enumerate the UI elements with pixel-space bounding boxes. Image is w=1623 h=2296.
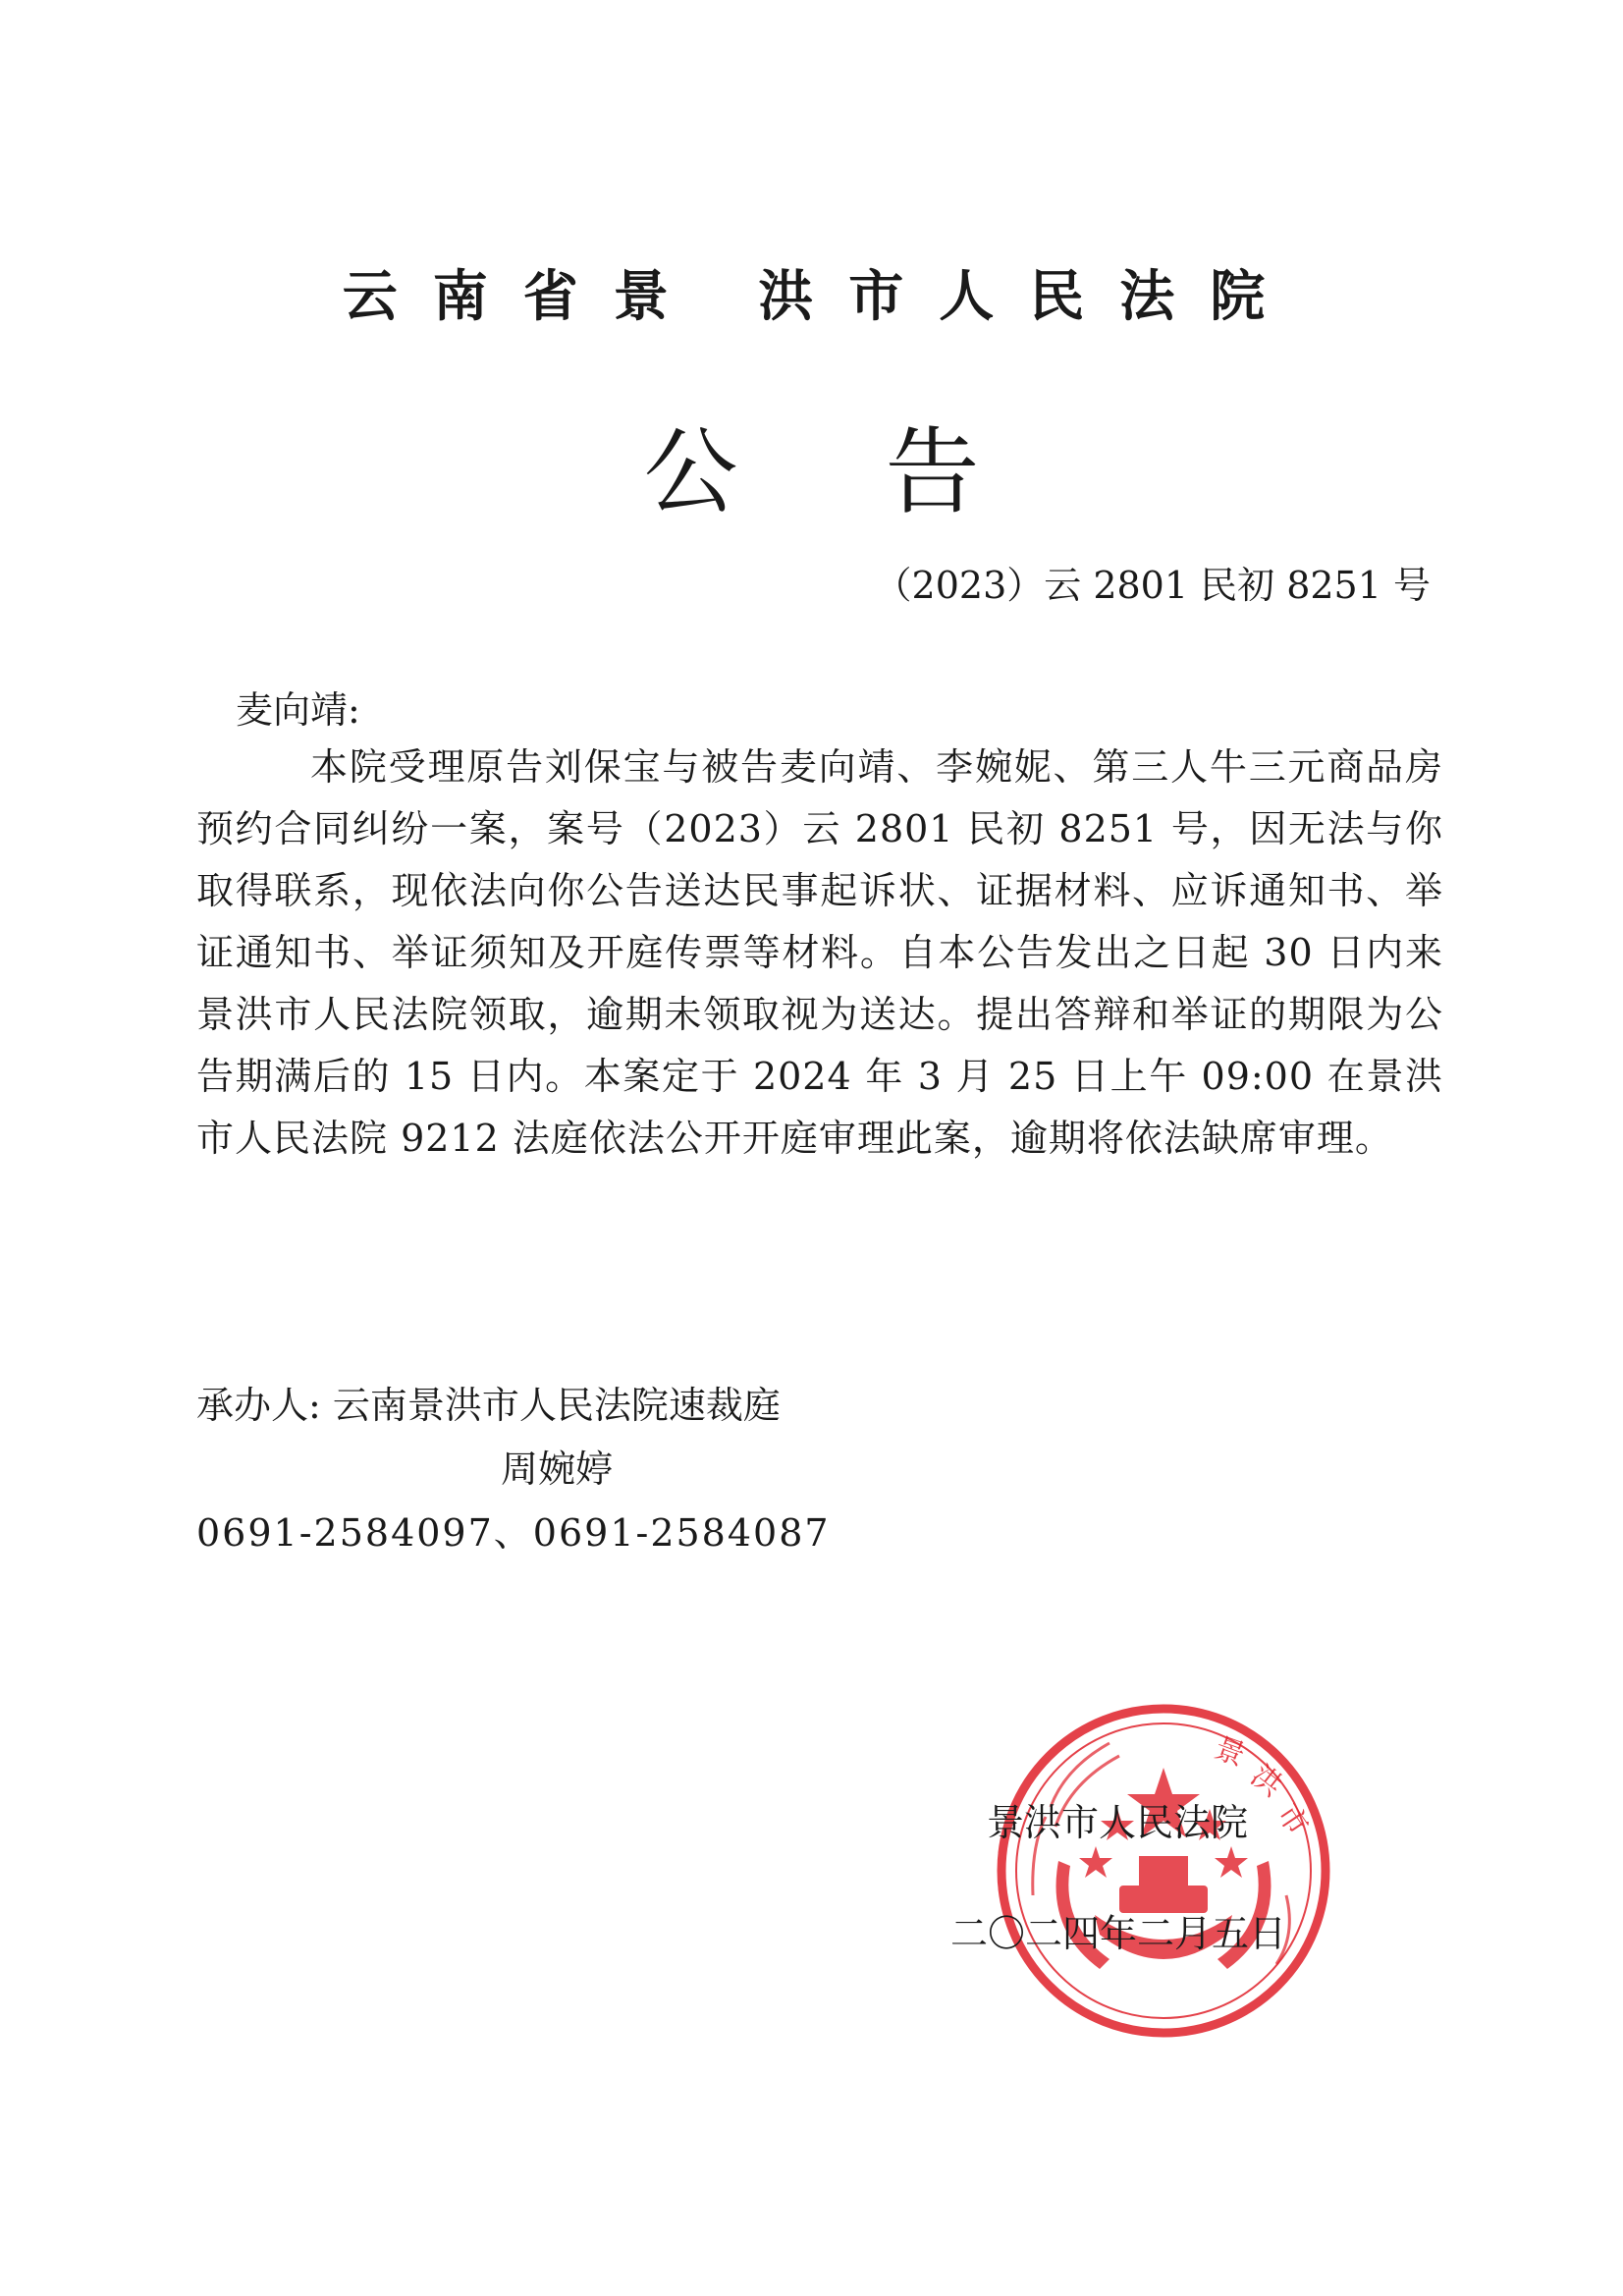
svg-text:景: 景 bbox=[1210, 1730, 1250, 1774]
case-number: （2023）云 2801 民初 8251 号 bbox=[874, 564, 1431, 607]
handler-line: 承办人: 云南景洪市人民法院速裁庭 bbox=[196, 1384, 781, 1427]
judge-name: 周婉婷 bbox=[501, 1448, 614, 1491]
signature-date: 二〇二四年二月五日 bbox=[950, 1912, 1287, 1955]
court-seal-icon bbox=[992, 1699, 1335, 2043]
contact-phones: 0691-2584097、0691-2584087 bbox=[196, 1511, 831, 1555]
addressee: 麦向靖: bbox=[236, 688, 360, 732]
signature-court: 景洪市人民法院 bbox=[987, 1801, 1249, 1844]
notice-body: 本院受理原告刘保宝与被告麦向靖、李婉妮、第三人牛三元商品房预约合同纠纷一案，案号（2023）云 2801 民初 8251 号，因无法与你取得联系，现依法向你公告送达民事起诉状、证据材料、应诉通知书、举证通知书、举证须知及开庭传票等材料。自本公告发出之日起 30 日内来景洪市人民法院领取，逾期未领取视为送达。提出答辩和举证的期限为公告期满后的 15 日内。本案定于 2024 年 3 月 25 日上午 09:00 在景洪市人民法院 9212 法庭依法公开开庭审理此案，逾期将依法缺席审理。 bbox=[196, 745, 1443, 1160]
notice-title: 公告 bbox=[643, 417, 1127, 527]
court-title: 云南省景 洪市人民法院 bbox=[342, 265, 1301, 329]
svg-text:洪: 洪 bbox=[1244, 1758, 1289, 1804]
svg-text:市: 市 bbox=[1270, 1797, 1316, 1842]
